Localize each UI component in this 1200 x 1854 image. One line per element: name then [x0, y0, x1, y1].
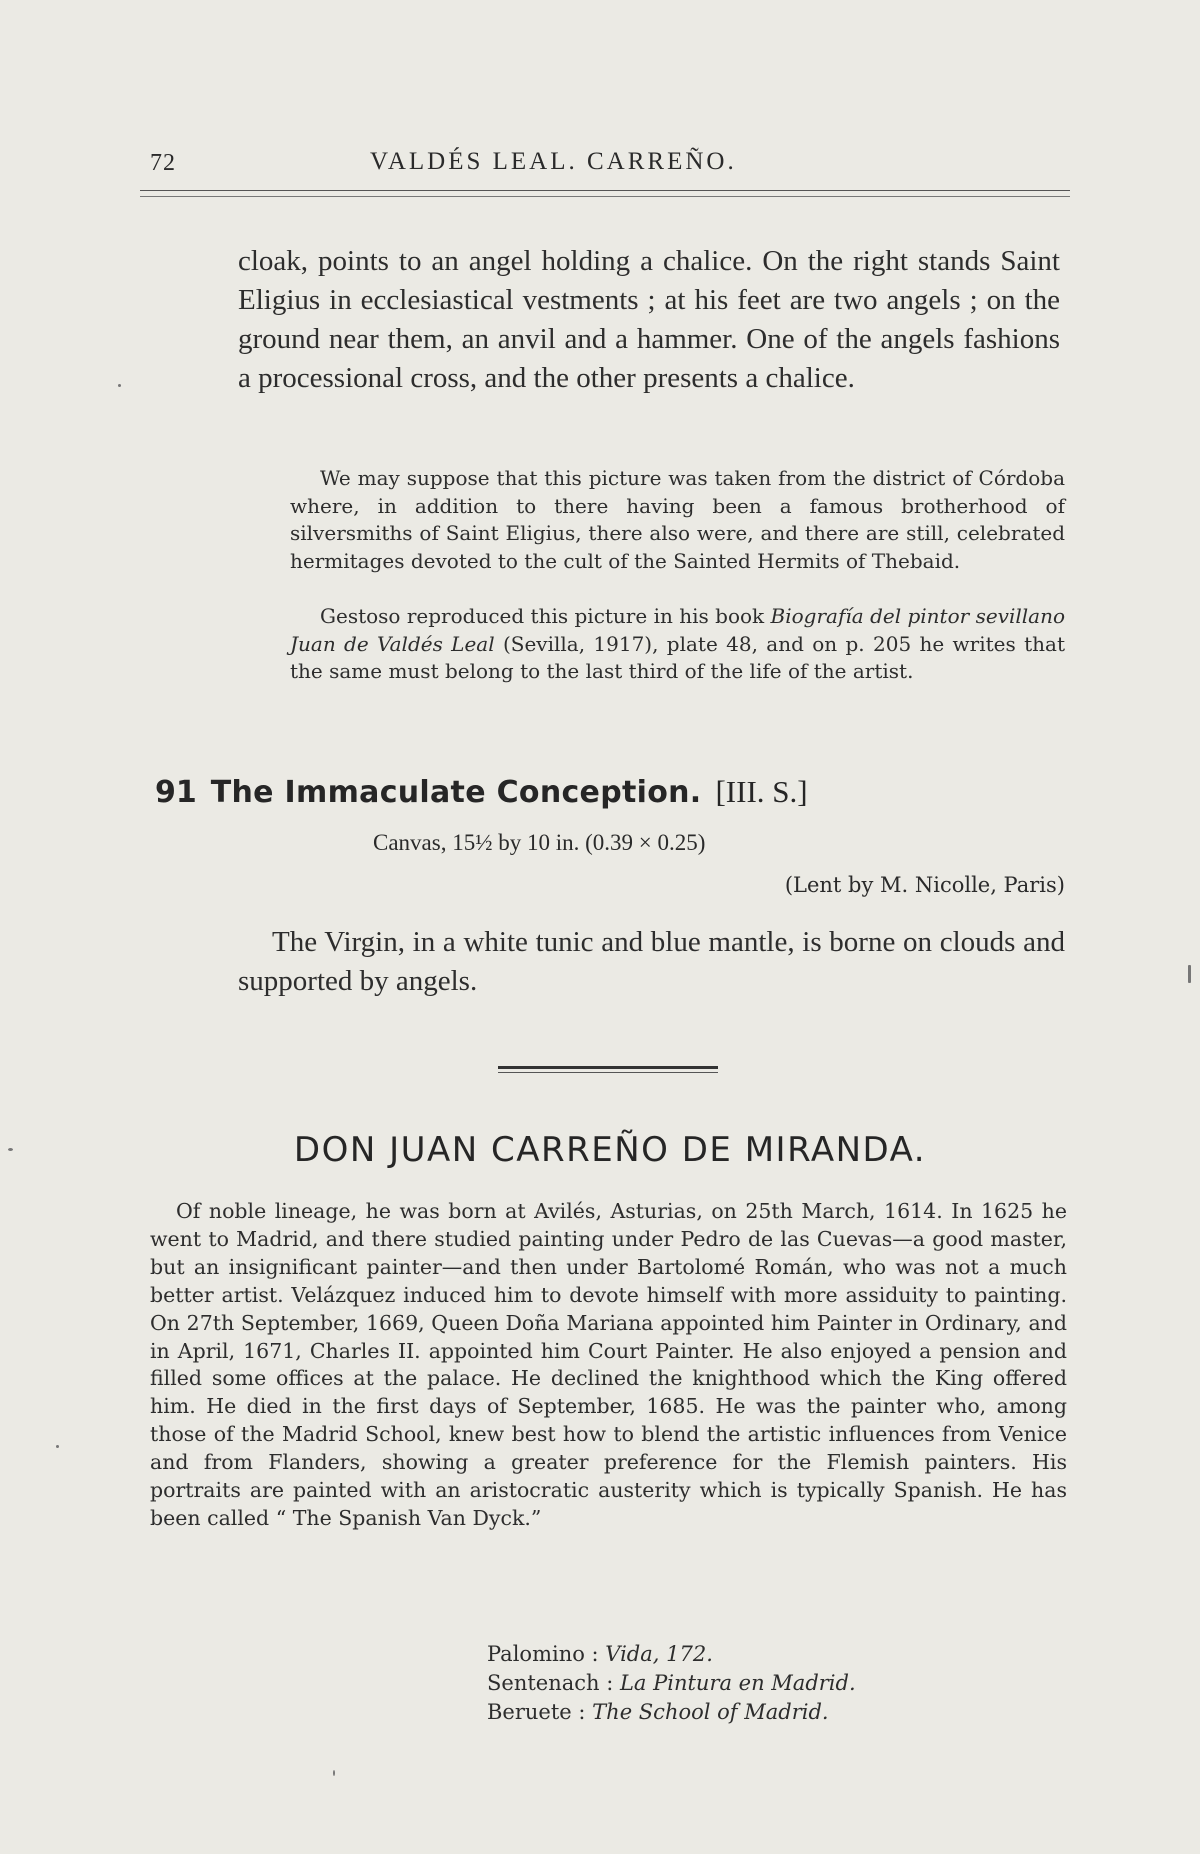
reference-item: [487, 1640, 856, 1669]
entry-lender: (Lent by M. Nicolle, Paris): [784, 873, 1065, 897]
paragraph-description: cloak, points to an angel holding a chalice. On the right stands Saint Eligius in ecclesiastical vestments ; at his feet are two angels ; on the ground near them, an anvil and a hammer. One of the angels fashions a processional cross, and the other presents a chalice.: [238, 245, 1060, 394]
reference-work: Vida, 172.: [605, 1642, 713, 1666]
header-rule-thin: [140, 196, 1070, 197]
footnote-gestoso: [290, 603, 1065, 686]
reference-work: The School of Madrid.: [592, 1700, 829, 1724]
artist-biography: Of noble lineage, he was born at Avilés, Asturias, on 25th March, 1614. In 1625 he went to Madrid, and there studied painting under Pedro de las Cuevas—a good master, but an insignificant painter—and then under Bartolomé Román, who was not a much better artist. Velázquez induced him to devote himself with more assiduity to painting. On 27th September, 1669, Queen Doña Mariana appointed him Painter in Ordinary, and in April, 1671, Charles II. appointed him Court Painter. He also enjoyed a pension and filled some offices at the palace. He declined the knighthood which the King offered him. He died in the first days of September, 1685. He was the painter who, among those of the Madrid School, knew best how to blend the artistic influences from Venice and from Flanders, showing a greater preference for the Flemish painters. His portraits are painted with an aristocratic austerity which is typically Spanish. He has been called “ The Spanish Van Dyck.”: [150, 1199, 1067, 1530]
catalogue-entry-heading: [155, 774, 1065, 810]
paper-speck: [118, 384, 121, 387]
paper-speck: [8, 1148, 13, 1151]
running-title: VALDÉS LEAL. CARREÑO.: [370, 148, 737, 175]
note-text-after: (Sevilla, 1917), plate 48, and on p. 205 he writes that the same must belong to the last third of the life of the artist.: [290, 631, 1065, 683]
header-rule: [140, 190, 1070, 191]
section-divider-thin: [498, 1072, 718, 1073]
reference-item: [487, 1698, 856, 1727]
paper-speck: [1188, 965, 1191, 983]
reference-author: Sentenach :: [487, 1671, 620, 1695]
entry-medium: Canvas, 15½ by 10 in. (0.39 × 0.25): [373, 830, 706, 855]
reference-item: [487, 1669, 856, 1698]
entry-title: The Immaculate Conception.: [210, 775, 702, 810]
entry-number: 91: [155, 775, 197, 810]
footnote-provenance: We may suppose that this picture was taken from the district of Córdoba where, in addition to there having been a famous brotherhood of silversmiths of Saint Eligius, there also were, and there are still, celebrated hermitages devoted to the cult of the Sainted Hermits of Thebaid.: [290, 466, 1065, 573]
page-number: 72: [150, 150, 176, 176]
book-title: Biografía del pintor sevillano Juan de Valdés Leal: [290, 604, 1066, 656]
reference-author: Palomino :: [487, 1642, 606, 1666]
section-divider: [498, 1066, 718, 1069]
note-text-before: Gestoso reproduced this picture in his book: [320, 604, 771, 628]
bibliography: [487, 1640, 856, 1727]
paper-speck: [56, 1445, 59, 1448]
reference-work: La Pintura en Madrid.: [619, 1671, 856, 1695]
reference-author: Beruete :: [487, 1700, 593, 1724]
entry-reference: [III. S.]: [715, 774, 808, 809]
entry-description: The Virgin, in a white tunic and blue mantle, is borne on clouds and supported by angels.: [238, 926, 1065, 997]
section-title: DON JUAN CARREÑO DE MIRANDA.: [293, 1130, 927, 1170]
paper-speck: [333, 1770, 335, 1776]
